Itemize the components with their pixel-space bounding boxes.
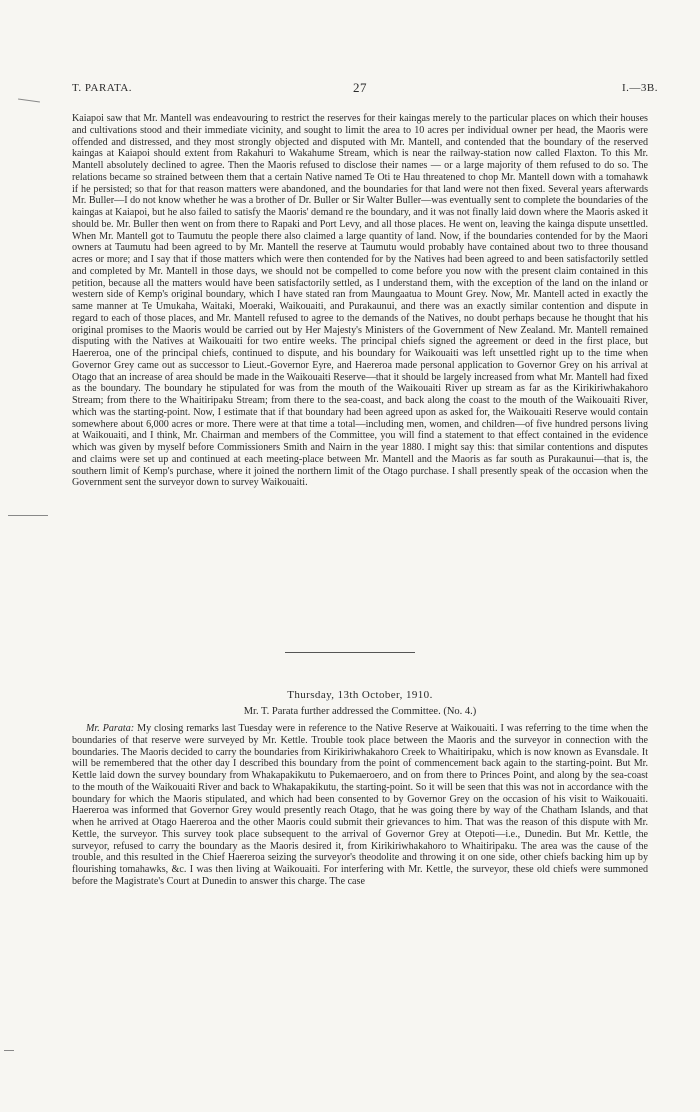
page-number: 27 [353, 80, 367, 95]
section-divider [285, 652, 415, 653]
body-section-2 [72, 723, 648, 888]
section-subheading: Mr. T. Parata further addressed the Committee. (No. 4.) [243, 706, 477, 717]
margin-mark [18, 98, 40, 102]
paragraph [72, 723, 648, 888]
paper-reference: I.—3B. [622, 82, 658, 94]
body-section-1 [72, 113, 648, 489]
date-heading: Thursday, 13th October, 1910. [287, 689, 433, 701]
speaker-label: Mr. Parata: [86, 723, 135, 734]
margin-mark [4, 1050, 14, 1051]
paragraph-text: My closing remarks last Tuesday were in reference to the Native Reserve at Waikouaiti. I was referring to the time when the boundaries of that reserve were surveyed by Mr. Kettle. Trouble took place between the Maoris and the surveyor in connection with the boundaries. The Maoris decided to carry the boundaries from Kirikiriwhakahoro Creek to Whaitiripaku, which is now known as Evansdale. It will be remembered that the other day I described this boundary from the point of commencement back again to the starting-point. But Mr. Kettle laid down the survey boundary from Whakapakikutu to Pukemaeroero, and on from there to Princes Point, and along by the sea-coast to the mouth of the Waikouaiti River and back to Whakapakikutu, the starting-point. So it will be seen that this was not in accordance with the boundary for which the Maoris stipulated, and which had been consented to by Governor Grey on the occasion of his visit to Waikouaiti. Haereroa was informed that Governor Grey would presently reach Otago, that he was going there by way of the Chatham Islands, and that when he arrived at Otago Haereroa and the other Maoris could submit their grievances to him. That was the reason of this dispute with Mr. Kettle, the surveyor. This survey took place subsequent to the arrival of Governor Grey at Otepoti—i.e., Dunedin. But Mr. Kettle, the surveyor, refused to carry the boundary as the Maoris desired it, from Kirikiriwhakahoro to Whaitiripaku. The area was the cause of the trouble, and this resulted in the Chief Haereroa seizing the surveyor's theodolite and throwing it on one side, other chiefs backing him up by flourishing tomahawks, &c. I was then living at Waikouaiti. For interfering with Mr. Kettle, the surveyor, these old chiefs were summoned before the Magistrate's Court at Dunedin to answer this charge. The case [72, 723, 648, 887]
margin-mark [8, 515, 48, 516]
paragraph: Kaiapoi saw that Mr. Mantell was endeavouring to restrict the reserves for their kaingas merely to the particular places on which their houses and cultivations stood and their immediate vicinity, and sought to limit the area to 10 acres per individual owner per head, the Maoris were offended and distressed, and they most strongly objected and disputed with Mr. Mantell, and contended that the boundary of the reserved kaingas at Kaiapoi should extent from Rakahuri to Wakahume Stream, which is near the railway-station now called Flaxton. To this Mr. Mantell absolutely declined to agree. Then the Maoris refused to disclose their names — or a large majority of them refused to do so. The relations became so strained between them that a certain Native named Te Oti te Hau threatened to chop Mr. Mantell down with a tomahawk if he persisted; so that for that reason matters were abandoned, and the boundaries for that land were not then fixed. Several years afterwards Mr. Buller—I do not know whether he was a brother of Dr. Buller or Sir Walter Buller—was eventually sent to complete the boundaries of the kaingas at Kaiapoi, but he also failed to satisfy the Maoris' demand re the boundary, and it was not finally laid down where the Maoris asked it should be. Mr. Buller then went on from there to Rapaki and Port Levy, and all those places. He went on, leaving the kainga dispute unsettled. When Mr. Mantell got to Taumutu the people there also claimed a large quantity of land. Now, if the boundaries contended for by the Maori owners at Taumutu had been agreed to by Mr. Mantell the reserve at Taumutu would probably have contained about two to three thousand acres or more; and I say that if those matters which were then contended for by the Natives had been agreed to and been satisfactorily settled and completed by Mr. Mantell in those days, we should not be compelled to come before you now with the present claim contained in this petition, because all the matters would have been satisfactorily settled, as I understand them, with the exception of the land on the inland or western side of Kemp's original boundary, which I have stated ran from Maungaatua to Mount Grey. Now, Mr. Mantell acted in exactly the same manner at Te Umukaha, Waitaki, Moeraki, Waikouaiti, and Purakaunui, and there was an exactly similar contention and dispute in regard to each of those places, and Mr. Mantell refused to agree to the demands of the Natives, no doubt perhaps because he thought that his original promises to the Maoris would be carried out by Her Majesty's Ministers of the Government of New Zealand. Mr. Mantell remained disputing with the Natives at Waikouaiti for two entire weeks. The principal chiefs signed the agreement or deed in the first place, but Haereroa, one of the principal chiefs, continued to dispute, and his boundary for Waikouaiti was left unsettled right up to the time when Governor Grey came out as successor to Lieut.-Governor Eyre, and Haereroa made personal application to Governor Grey on his arrival at Otago that an increase of area should be made in the Waikouaiti Reserve—that it should be largely increased from what Mr. Mantell had fixed as the boundary. The boundary he stipulated for was from the mouth of the Waikouaiti River up stream as far as the Kirikiriwhakahoro Stream; from there to the Whaitiripaku Stream; from there to the sea-coast, and back along the coast to the mouth of the Waikouaiti River, which was the starting-point. Now, I estimate that if that boundary had been agreed upon as asked for, the Waikouaiti Reserve would contain somewhere about 6,000 acres or more. There were at that time a total—including men, women, and children—of five hundred persons living at Waikouaiti, and I think, Mr. Chairman and members of the Committee, you will find a statement to that effect contained in the evidence which was given by myself before Commissioners Smith and Nairn in the year 1880. I might say this: that similar contentions and disputes and claims were set up and continued at each meeting-place between Mr. Mantell and the Maoris as far south as Purakaunui—that is, the southern limit of Kemp's purchase, where it joined the northern limit of the Otago purchase. I shall presently speak of the occasion when the Government sent the surveyor down to survey Waikouaiti. [72, 113, 648, 489]
page-header [60, 82, 660, 98]
header-witness-name: T. PARATA. [72, 82, 133, 94]
